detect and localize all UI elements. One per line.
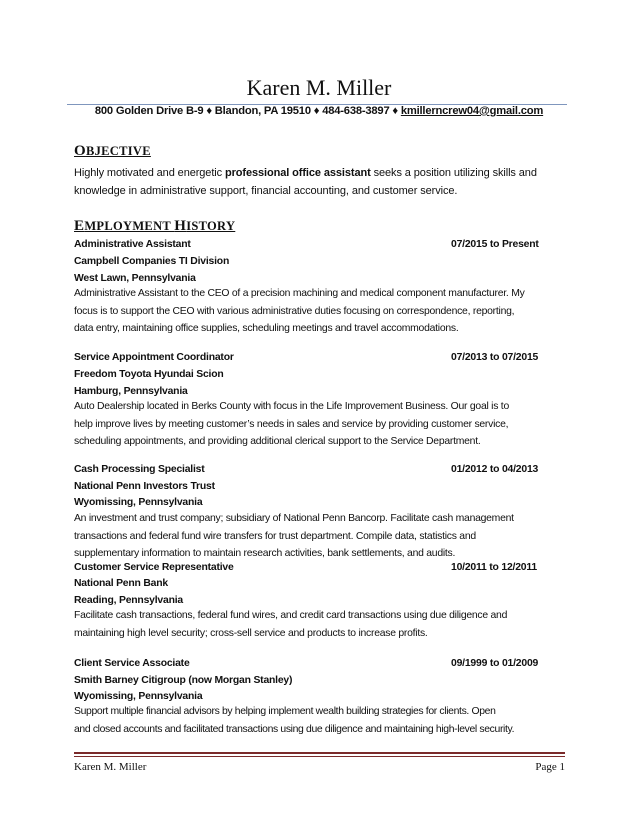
contact-line bbox=[0, 105, 638, 117]
job-dates: 01/2012 to 04/2013 bbox=[451, 464, 539, 475]
job-title-row bbox=[74, 657, 574, 671]
job-description: Facilitate cash transactions, federal fund wires, and credit card transactions using due diligence and maintaining high level security; cross-sell service and products to increase profits. bbox=[74, 610, 508, 639]
job-description: Administrative Assistant to the CEO of a precision machining and medical component manufacturer. My focus is to support the CEO with various administrative duties focusing on correspondence, reporting, data entry, maintaining office supplies, scheduling meetings and travel accommodations. bbox=[74, 288, 525, 335]
separator-icon: ♦ bbox=[313, 105, 320, 117]
separator-icon: ♦ bbox=[392, 105, 398, 117]
candidate-name: Karen M. Miller bbox=[246, 75, 392, 100]
email-link[interactable]: kmillerncrew04@gmail.com bbox=[400, 105, 544, 117]
objective-heading: OBJECTIVE bbox=[74, 143, 151, 159]
job-location: West Lawn, Pennsylvania bbox=[74, 273, 196, 284]
job-dates: 07/2015 to Present bbox=[451, 239, 539, 250]
job-title-row bbox=[74, 561, 574, 575]
separator-icon: ♦ bbox=[206, 105, 212, 117]
phone: 484-638-3897 bbox=[322, 105, 390, 117]
page-number: Page 1 bbox=[535, 761, 565, 773]
address: 800 Golden Drive B-9 bbox=[94, 105, 204, 117]
job-title-row bbox=[74, 463, 574, 477]
job-dates: 10/2011 to 12/2011 bbox=[451, 562, 537, 573]
job-description: An investment and trust company; subsidiary of National Penn Bancorp. Facilitate cash management transactions and federal fund wire transfers for trust department. Compile data, statistics and supplementary information to maintain research activities, bank settlements, and audits. bbox=[74, 513, 514, 560]
job-company: Smith Barney Citigroup (now Morgan Stanley) bbox=[74, 675, 293, 686]
job-dates: 07/2013 to 07/2015 bbox=[451, 352, 539, 363]
employment-heading: EMPLOYMENT HISTORY bbox=[74, 218, 236, 234]
job-title-row bbox=[74, 351, 574, 365]
job-title: Customer Service Representative bbox=[74, 562, 234, 573]
job-company: Freedom Toyota Hyundai Scion bbox=[74, 369, 224, 380]
job-description: Support multiple financial advisors by helping implement wealth building strategies for clients. Open and closed accounts and facilitated transactions using due diligence and maintaining high-level security. bbox=[74, 706, 515, 735]
city: Blandon, PA 19510 bbox=[214, 105, 311, 117]
job-location: Wyomissing, Pennsylvania bbox=[74, 497, 203, 508]
footer-name: Karen M. Miller bbox=[74, 761, 147, 773]
job-description: Auto Dealership located in Berks County with focus in the Life Improvement Business. Our goal is to help improve lives by meeting customer’s needs in sales and service by providing customer service, scheduling appointments, and providing additional clerical support to the Service Department. bbox=[74, 401, 509, 448]
job-company: National Penn Bank bbox=[74, 578, 168, 589]
job-location: Hamburg, Pennsylvania bbox=[74, 386, 188, 397]
job-title: Client Service Associate bbox=[74, 658, 190, 669]
footer-rule bbox=[74, 756, 565, 757]
job-company: Campbell Companies TI Division bbox=[74, 256, 230, 267]
job-dates: 09/1999 to 01/2009 bbox=[451, 658, 539, 669]
job-title: Service Appointment Coordinator bbox=[74, 352, 234, 363]
job-company: National Penn Investors Trust bbox=[74, 481, 215, 492]
job-location: Wyomissing, Pennsylvania bbox=[74, 691, 203, 702]
job-title: Administrative Assistant bbox=[74, 239, 191, 250]
footer-rule bbox=[74, 752, 565, 754]
job-location: Reading, Pennsylvania bbox=[74, 595, 183, 606]
objective-text: Highly motivated and energetic professional office assistant seeks a position utilizing skills and knowledge in administrative support, financial accounting, and customer service. bbox=[74, 167, 537, 197]
job-title: Cash Processing Specialist bbox=[74, 464, 205, 475]
job-title-row bbox=[74, 238, 574, 252]
